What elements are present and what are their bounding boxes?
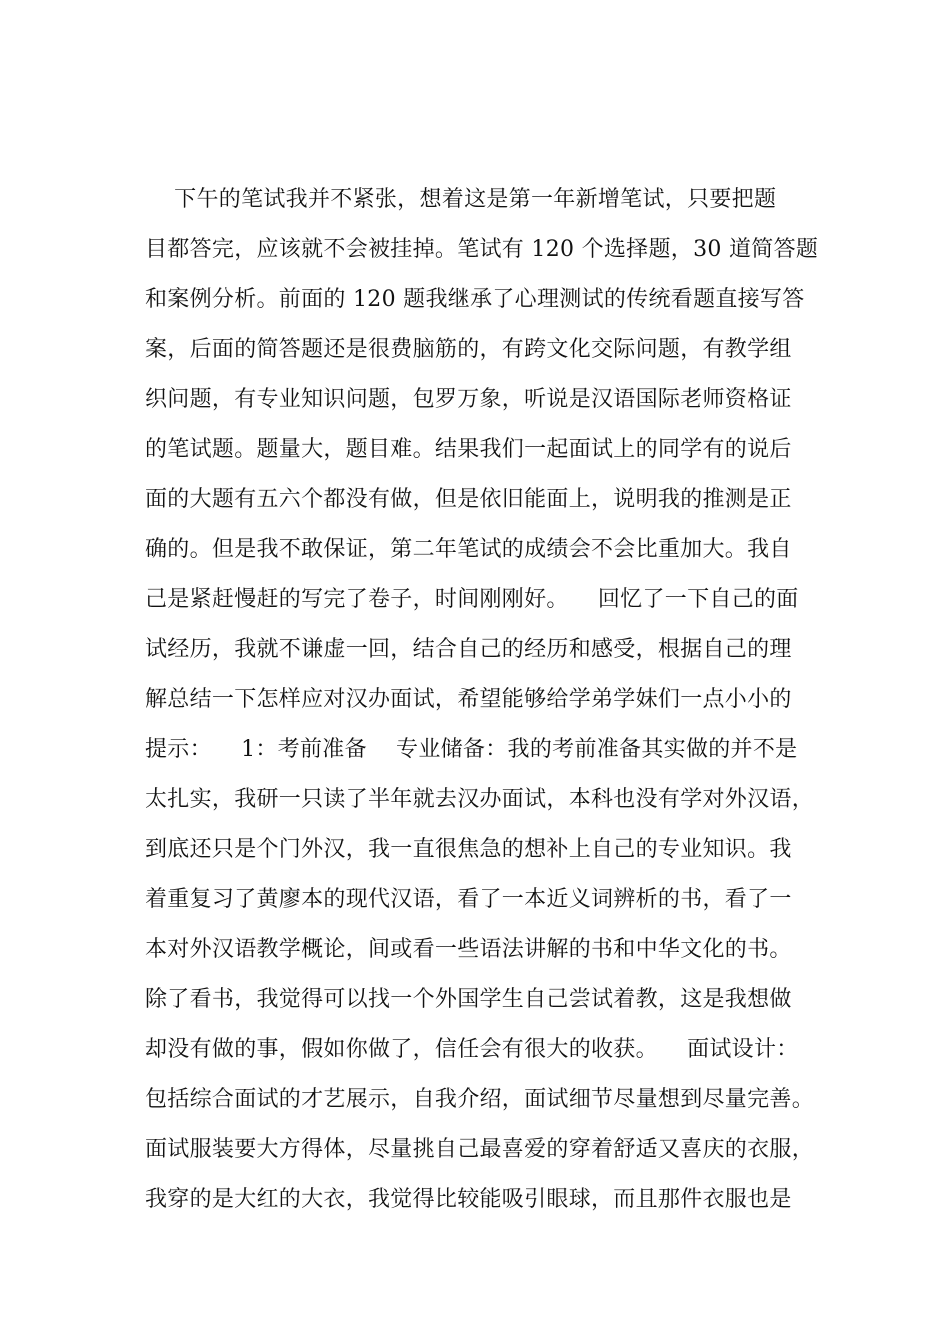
text-line: 的笔试题。题量大，题目难。结果我们一起面试上的同学有的说后 — [145, 437, 792, 462]
text-line: 包括综合面试的才艺展示，自我介绍，面试细节尽量想到尽量完善。 — [145, 1087, 815, 1112]
text-line: 试经历，我就不谦虚一回，结合自己的经历和感受，根据自己的理 — [145, 637, 792, 662]
text-line: 除了看书，我觉得可以找一个外国学生自己尝试着教，这是我想做 — [145, 987, 792, 1012]
text-line: 却没有做的事，假如你做了，信任会有很大的收获。 面试设计： — [145, 1037, 799, 1062]
text-line: 面的大题有五六个都没有做，但是依旧能面上，说明我的推测是正 — [145, 487, 792, 512]
text-line: 和案例分析。前面的 120 题我继承了心理测试的传统看题直接写答 — [145, 287, 805, 312]
text-line: 太扎实，我研一只读了半年就去汉办面试，本科也没有学对外汉语， — [145, 787, 815, 812]
text-line: 己是紧赶慢赶的写完了卷子，时间刚刚好。 回忆了一下自己的面 — [145, 587, 799, 612]
text-line: 我穿的是大红的大衣，我觉得比较能吸引眼球，而且那件衣服也是 — [145, 1187, 792, 1212]
text-line: 到底还只是个门外汉，我一直很焦急的想补上自己的专业知识。我 — [145, 837, 792, 862]
text-line: 面试服装要大方得体，尽量挑自己最喜爱的穿着舒适又喜庆的衣服， — [145, 1137, 815, 1162]
text-line: 确的。但是我不敢保证，第二年笔试的成绩会不会比重加大。我自 — [145, 537, 792, 562]
text-line: 案，后面的简答题还是很费脑筋的，有跨文化交际问题，有教学组 — [145, 337, 792, 362]
text-line: 本对外汉语教学概论，间或看一些语法讲解的书和中华文化的书。 — [145, 937, 792, 962]
text-line: 解总结一下怎样应对汉办面试，希望能够给学弟学妹们一点小小的 — [145, 687, 792, 712]
body-paragraph — [145, 180, 825, 1230]
text-line: 目都答完，应该就不会被挂掉。笔试有 120 个选择题，30 道简答题 — [145, 237, 819, 262]
text-line: 提示： 1：考前准备 专业储备：我的考前准备其实做的并不是 — [145, 737, 798, 762]
text-line: 下午的笔试我并不紧张，想着这是第一年新增笔试，只要把题 — [145, 187, 777, 212]
text-line: 着重复习了黄廖本的现代汉语，看了一本近义词辨析的书，看了一 — [145, 887, 792, 912]
text-line: 织问题，有专业知识问题，包罗万象，听说是汉语国际老师资格证 — [145, 387, 792, 412]
